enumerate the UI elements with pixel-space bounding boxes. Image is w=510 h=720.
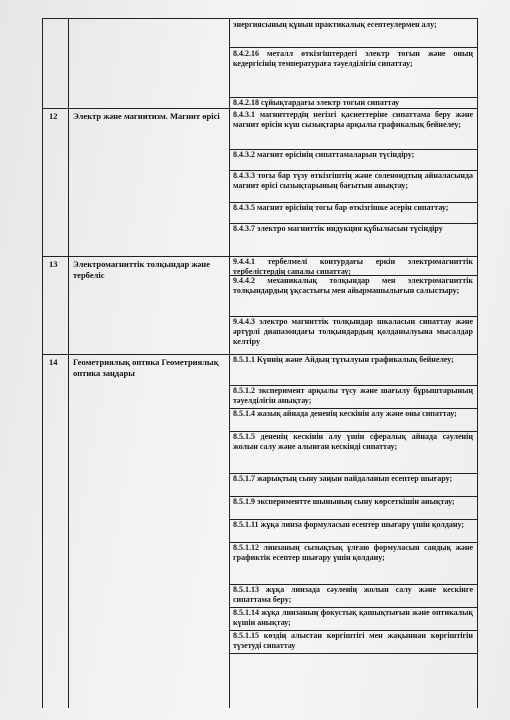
objective-text: 8.4.3.5 магнит өрісінің тогы бар өткізгішке әсерін сипаттау; bbox=[233, 203, 449, 212]
objective-text: 8.5.1.11 жұқа линза формуласын есептер шығару үшін қолдану; bbox=[233, 520, 465, 529]
row-separator bbox=[43, 108, 477, 109]
objective-cell bbox=[233, 608, 473, 630]
column-divider-number bbox=[68, 18, 69, 708]
objective-text: 8.4.2.16 металл өткізгіштердегі электр тогын және оның кедергісінің температураға тәуелділігін сипаттау; bbox=[233, 49, 473, 68]
objective-cell bbox=[233, 386, 473, 408]
objective-text: энергиясының құнын практикалық есептеулермен алу; bbox=[233, 20, 437, 29]
objective-cell bbox=[233, 49, 473, 96]
objective-cell bbox=[233, 171, 473, 202]
objective-cell bbox=[233, 224, 473, 255]
cell-separator bbox=[229, 47, 477, 48]
cell-separator bbox=[229, 653, 477, 654]
objective-text: 9.4.4.2 механикалық толқындар мен электромагниттік толқындардың ұқсастығы мен айырмашылығын салыстыру; bbox=[233, 276, 473, 295]
row-number: 13 bbox=[49, 259, 58, 269]
objective-text: 8.5.1.14 жұқа линзаның фокустық қашықтығын және оптикалық күшін анықтау; bbox=[233, 608, 473, 627]
objective-cell bbox=[233, 317, 473, 354]
objective-cell bbox=[233, 150, 473, 170]
objective-cell bbox=[233, 98, 473, 108]
objective-text: 8.4.3.7 электро магниттік индукция құбылысын түсіндіру bbox=[233, 224, 443, 233]
curriculum-table bbox=[42, 18, 478, 708]
objective-cell bbox=[233, 520, 473, 542]
objective-text: 8.5.1.13 жұқа линзада сәуленің жолын салу және кескінге сипаттама беру; bbox=[233, 585, 473, 604]
objective-cell bbox=[233, 474, 473, 496]
objective-cell bbox=[233, 110, 473, 148]
row-topic: Электр және магнитизм. Магнит өрісі bbox=[73, 111, 220, 121]
objective-cell bbox=[233, 585, 473, 607]
objective-text: 8.4.2.18 сұйықтардағы электр тогын сипаттау bbox=[233, 98, 400, 107]
objective-cell bbox=[233, 497, 473, 519]
objective-text: 8.5.1.4 жазық айнада дененің кескінін алу және оны сипаттау; bbox=[233, 409, 457, 418]
objective-cell bbox=[233, 355, 473, 385]
objective-text: 9.4.4.3 электро магниттік толқындар шкаласын сипаттау және әртүрлі диапазондағы толқындардың қолданылуына мысалдар келтіру bbox=[233, 317, 473, 346]
table-top-border bbox=[43, 18, 477, 19]
objective-cell bbox=[233, 20, 473, 46]
objective-text: 8.4.3.1 магниттердің негізгі қасиеттеріне сипаттама беру және магнит өрісін күш сызықтары арқылы графикалық бейнелеу; bbox=[233, 110, 473, 129]
row-topic: Геометриялық оптика Геометриялық оптика заңдары bbox=[73, 357, 219, 378]
objective-text: 8.4.3.3 тогы бар түзу өткізгіштің және соленоидтың айналасында магнит өрісі сызықтарының бағытын анықтау; bbox=[233, 171, 473, 190]
objective-text: 8.5.1.7 жарықтың сыну заңын пайдаланып есептер шығару; bbox=[233, 474, 453, 483]
objective-cell bbox=[233, 257, 473, 275]
objective-text: 9.4.4.1 тербелмелі контурдағы еркін электромагниттік тербелістердің сапалы сипаттау; bbox=[233, 257, 473, 275]
objective-text: 8.5.1.1 Күннің және Айдың тұтылуын графикалық бейнелеу; bbox=[233, 355, 454, 364]
column-divider-topic bbox=[229, 18, 230, 708]
objective-text: 8.4.3.2 магнит өрісінің сипаттамаларын түсіндіру; bbox=[233, 150, 415, 159]
row-number: 12 bbox=[49, 111, 58, 121]
row-number: 14 bbox=[49, 357, 58, 367]
objective-cell bbox=[233, 409, 473, 431]
objective-cell bbox=[233, 543, 473, 584]
objective-text: 8.5.1.5 дененің кескінін алу үшін сфералық айнада сәуленің жолын салу және алынған кескінді сипаттау; bbox=[233, 432, 473, 451]
objective-cell bbox=[233, 432, 473, 473]
objective-text: 8.5.1.12 линзаның сызықтық ұлғаю формуласын сандық және графиктік есептер шығару үшін қолдану; bbox=[233, 543, 473, 562]
objective-cell bbox=[233, 631, 473, 653]
objective-text: 8.5.1.2 эксперимент арқылы түсу және шағылу бұрыштарының тәуелділігін анықтау; bbox=[233, 386, 473, 405]
objective-cell bbox=[233, 203, 473, 223]
objective-cell bbox=[233, 276, 473, 316]
objective-text: 8.5.1.15 көздің алыстан көргіштігі мен жақыннан көргіштігін түзетуді сипаттау bbox=[233, 631, 473, 650]
objective-text: 8.5.1.9 экспериментте шынының сыну көрсеткішін анықтау; bbox=[233, 497, 455, 506]
row-topic: Электромагниттік толқындар және тербеліс bbox=[73, 259, 210, 280]
